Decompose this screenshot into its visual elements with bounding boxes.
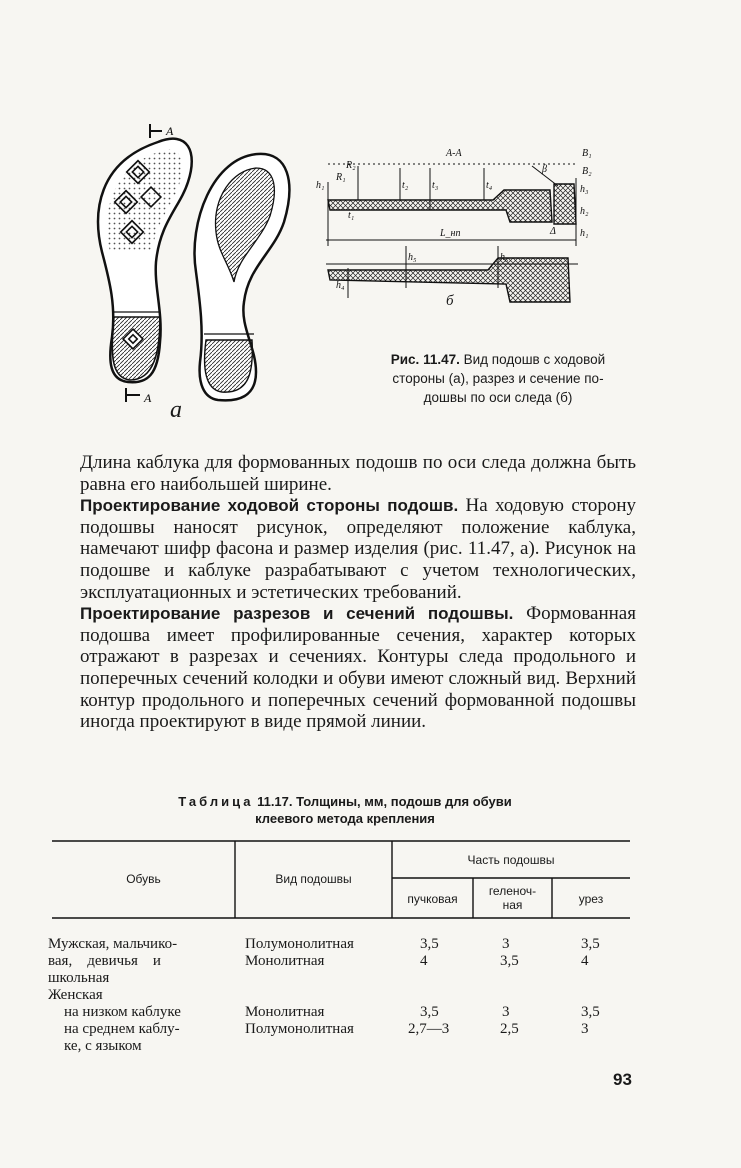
row1-edge-b: 4 xyxy=(581,953,589,969)
figure-a-soles xyxy=(88,112,310,422)
dim-b2: B₂ xyxy=(582,166,592,177)
paragraph-3-lead: Проектирование разрезов и сечений подошвы. xyxy=(80,604,514,624)
dim-b1: B₁ xyxy=(582,148,592,159)
figure-b-section xyxy=(318,138,618,318)
row1-shoe-line-2: вая, девичья и xyxy=(48,953,161,969)
figure-label-b: б xyxy=(446,293,454,309)
figure-caption xyxy=(356,350,640,407)
table-caption xyxy=(110,793,580,827)
row1-shoe-line-1: Мужская, мальчико- xyxy=(48,936,178,952)
caption-line-3: дошвы по оси следа (б) xyxy=(423,390,573,405)
dim-aa: А-А xyxy=(446,148,462,159)
row1-ball-a: 3,5 xyxy=(420,936,439,952)
page-number: 93 xyxy=(613,1070,632,1089)
section-mark-bottom: A xyxy=(144,391,152,405)
header-sole-type: Вид подошвы xyxy=(275,872,352,886)
caption-line-1: Вид подошв с ходовой xyxy=(463,352,606,367)
caption-number: Рис. 11.47. xyxy=(390,352,460,367)
row2-shoe-line-3: на среднем каблу- xyxy=(64,1021,180,1037)
row1-sole-2: Монолитная xyxy=(245,953,325,969)
paragraph-2-lead: Проектирование ходовой стороны подошв. xyxy=(80,496,459,516)
table-header xyxy=(52,840,630,932)
header-shoe: Обувь xyxy=(126,872,161,886)
row1-sole-1: Полумонолитная xyxy=(245,936,354,952)
row2-shank-b: 2,5 xyxy=(500,1021,519,1037)
header-ball: пучковая xyxy=(407,892,458,906)
row2-edge-a: 3,5 xyxy=(581,1004,600,1020)
row2-shoe-line-2: на низком каблуке xyxy=(64,1004,181,1020)
dim-h3: h₃ xyxy=(580,184,589,195)
dim-t2: t₂ xyxy=(402,180,409,191)
paragraph-3 xyxy=(80,603,636,733)
dim-t1: t₁ xyxy=(348,210,355,221)
row2-ball-a: 3,5 xyxy=(420,1004,439,1020)
dim-r2: R₂ xyxy=(346,160,356,171)
row1-shank-b: 3,5 xyxy=(500,953,519,969)
dim-t3: t₃ xyxy=(432,180,439,191)
paragraph-2-text: На ходовую сторону подошвы наносят рисунок, определяют положение каблука, намечают шифр фасона и размер изделия (рис. 11.47, а). Рисунок на подошве и каблуке разрабатывают с учетом технологических, эксплуатационных и эстетических требований. xyxy=(80,495,636,603)
header-shank xyxy=(473,884,552,912)
table-caption-number: 11.17. xyxy=(257,794,293,809)
dim-h4: h₄ xyxy=(336,280,345,291)
table-caption-title-1: Толщины, мм, подошв для обуви xyxy=(296,794,512,809)
row2-sole-1: Монолитная xyxy=(245,1004,325,1020)
row1-edge-a: 3,5 xyxy=(581,936,600,952)
dim-h5: h₅ xyxy=(408,252,417,263)
dim-r1: R₁ xyxy=(336,172,346,183)
row2-shank-a: 3 xyxy=(502,1004,510,1020)
caption-line-2: стороны (а), разрез и сечение по- xyxy=(392,371,604,386)
row2-shoe-line-4: ке, с языком xyxy=(64,1038,142,1054)
row1-ball-b: 4 xyxy=(420,953,428,969)
dim-h6: h₆ xyxy=(500,252,509,263)
dim-beta: β xyxy=(542,164,547,175)
row2-edge-b: 3 xyxy=(581,1021,589,1037)
dim-h1b: h₁ xyxy=(580,228,589,239)
header-edge: урез xyxy=(578,892,604,906)
paragraph-1: Длина каблука для формованных подошв по оси следа должна быть равна его наибольшей ширине. xyxy=(80,452,636,495)
header-sole-part: Часть подошвы xyxy=(467,853,555,867)
dim-h2: h₂ xyxy=(580,206,589,217)
row1-shoe-line-3: школьная xyxy=(48,970,110,986)
row1-shank-a: 3 xyxy=(502,936,510,952)
row2-ball-b: 2,7—3 xyxy=(408,1021,450,1037)
dim-h1: h₁ xyxy=(316,180,325,191)
table-caption-word: Таблица xyxy=(178,794,254,809)
header-shank-line-2: ная xyxy=(502,898,523,912)
paragraph-2 xyxy=(80,495,636,603)
row2-shoe-line-1: Женская xyxy=(48,987,103,1003)
section-mark-top: A xyxy=(166,124,174,138)
dim-lnp: L_нп xyxy=(440,228,461,239)
figure-label-a: а xyxy=(170,397,182,423)
table-caption-title-2: клеевого метода крепления xyxy=(255,811,435,826)
body-text xyxy=(80,452,636,733)
row2-sole-2: Полумонолитная xyxy=(245,1021,354,1037)
dim-t4: t₄ xyxy=(486,180,493,191)
paragraph-3-text: Формованная подошва имеет профилированные сечения, характер которых отражают в разрезах и сечениях. Контуры следа продольного и поперечных сечений колодки и обуви имеют сложный вид. Верхний контур продольного и поперечных сечений формованной подошвы иногда проектируют в виде прямой линии. xyxy=(80,603,636,733)
header-shank-line-1: геленоч- xyxy=(488,884,537,898)
dim-delta: Δ xyxy=(550,226,556,237)
